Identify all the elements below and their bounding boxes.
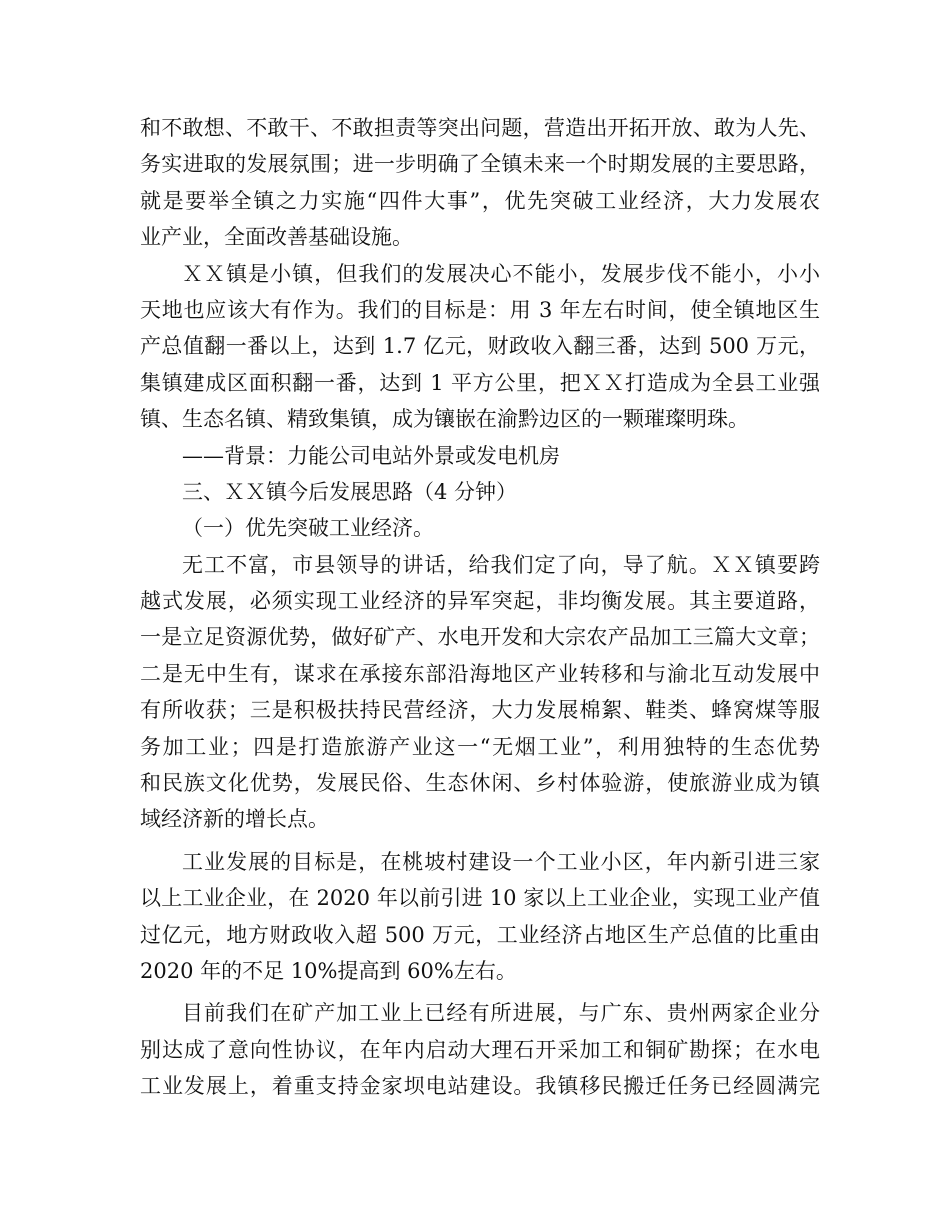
text-line: 工业发展上，着重支持金家坝电站建设。我镇移民搬迁任务已经圆满完	[140, 1074, 820, 1099]
text-line: 2020 年的不足 10%提高到 60%左右。	[140, 958, 517, 983]
text-line: 和不敢想、不敢干、不敢担责等突出问题，营造出开拓开放、敢为人先、	[140, 116, 820, 140]
text-line: 务加工业；四是打造旅游产业这一“无烟工业”，利用独特的生态优势	[140, 734, 820, 759]
text-line: 就是要举全镇之力实施“四件大事”，优先突破工业经济，大力发展农	[140, 188, 820, 213]
text-line: 产总值翻一番以上，达到 1.7 亿元，财政收入翻三番，达到 500 万元，	[140, 334, 820, 359]
text-line: 域经济新的增长点。	[140, 807, 329, 832]
text-line: 和民族文化优势，发展民俗、生态休闲、乡村体验游，使旅游业成为镇	[140, 771, 820, 796]
section-heading: 三、ＸＸ镇今后发展思路（4 分钟）	[182, 479, 518, 504]
subsection-heading: （一）优先突破工业经济。	[182, 516, 434, 541]
text-line: 集镇建成区面积翻一番，达到 1 平方公里，把ＸＸ打造成为全县工业强	[140, 370, 820, 395]
text-line: 一是立足资源优势，做好矿产、水电开发和大宗农产品加工三篇大文章；	[140, 625, 820, 650]
text-line: 业产业，全面改善基础设施。	[140, 225, 413, 250]
text-line: 过亿元，地方财政收入超 500 万元，工业经济占地区生产总值的比重由	[140, 922, 820, 947]
text-line: 目前我们在矿产加工业上已经有所进展，与广东、贵州两家企业分	[182, 1001, 820, 1026]
text-line: 越式发展，必须实现工业经济的异军突起，非均衡发展。其主要道路，	[140, 589, 820, 614]
text-line: ＸＸ镇是小镇，但我们的发展决心不能小，发展步伐不能小，小小	[182, 261, 820, 286]
document-body	[140, 110, 820, 1105]
text-line: 二是无中生有，谋求在承接东部沿海地区产业转移和与渝北互动发展中	[140, 661, 820, 686]
text-line: 天地也应该大有作为。我们的目标是：用 3 年左右时间，使全镇地区生	[140, 297, 820, 322]
text-line: 工业发展的目标是，在桃坡村建设一个工业小区，年内新引进三家	[182, 849, 820, 874]
text-line: 无工不富，市县领导的讲话，给我们定了向，导了航。ＸＸ镇要跨	[182, 552, 820, 577]
text-line: 别达成了意向性协议，在年内启动大理石开采加工和铜矿勘探；在水电	[140, 1037, 820, 1062]
text-line: ——背景：力能公司电站外景或发电机房	[182, 443, 560, 468]
text-line: 有所收获；三是积极扶持民营经济，大力发展棉絮、鞋类、蜂窝煤等服	[140, 698, 820, 723]
text-line: 务实进取的发展氛围；进一步明确了全镇未来一个时期发展的主要思路，	[140, 152, 820, 177]
text-line: 以上工业企业，在 2020 年以前引进 10 家以上工业企业，实现工业产值	[140, 886, 820, 911]
text-line: 镇、生态名镇、精致集镇，成为镶嵌在渝黔边区的一颗璀璨明珠。	[140, 407, 749, 432]
